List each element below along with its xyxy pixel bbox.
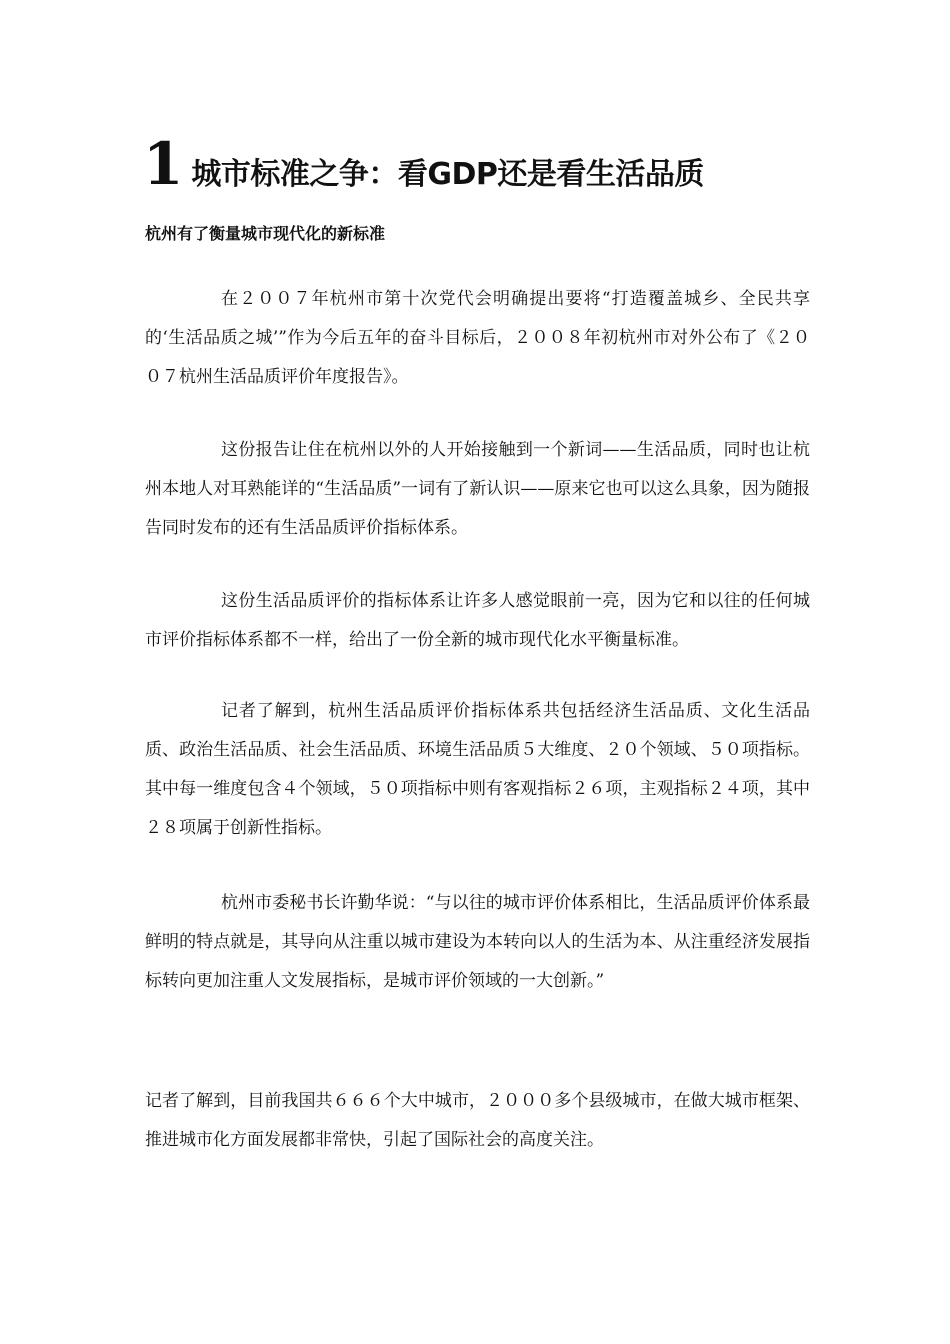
title-number: 1 [143,130,184,198]
subtitle: 杭州有了衡量城市现代化的新标准 [145,224,386,243]
paragraph-4: 记者了解到，杭州生活品质评价指标体系共包括经济生活品质、文化生活品质、政治生活品质、社会生活品质、环境生活品质５大维度、２０个领域、５０项指标。其中每一维度包含４个领域，５０项指标中则有客观指标２６项，主观指标２４项，其中２８项属于创新性指标。 [145,701,810,838]
page-title [143,130,843,198]
paragraph-3: 这份生活品质评价的指标体系让许多人感觉眼前一亮，因为它和以往的任何城市评价指标体系都不一样，给出了一份全新的城市现代化水平衡量标准。 [145,591,810,650]
paragraph-5: 杭州市委秘书长许勤华说：“与以往的城市评价体系相比，生活品质评价体系最鲜明的特点就是，其导向从注重以城市建设为本转向以人的生活为本、从注重经济发展指标转向更加注重人文发展指标，是城市评价领域的一大创新。” [145,893,810,991]
paragraph-1: 在２００７年杭州市第十次党代会明确提出要将“打造覆盖城乡、全民共享的‘生活品质之城’”作为今后五年的奋斗目标后，２００８年初杭州市对外公布了《２００７杭州生活品质评价年度报告》。 [145,289,810,387]
paragraph-6: 记者了解到，目前我国共６６６个大中城市，２０００多个县级城市，在做大城市框架、推进城市化方面发展都非常快，引起了国际社会的高度关注。 [145,1091,810,1150]
title-text: 城市标准之争：看GDP还是看生活品质 [191,157,704,192]
paragraph-2: 这份报告让住在杭州以外的人开始接触到一个新词——生活品质，同时也让杭州本地人对耳熟能详的“生活品质”一词有了新认识——原来它也可以这么具象，因为随报告同时发布的还有生活品质评价指标体系。 [145,440,810,538]
